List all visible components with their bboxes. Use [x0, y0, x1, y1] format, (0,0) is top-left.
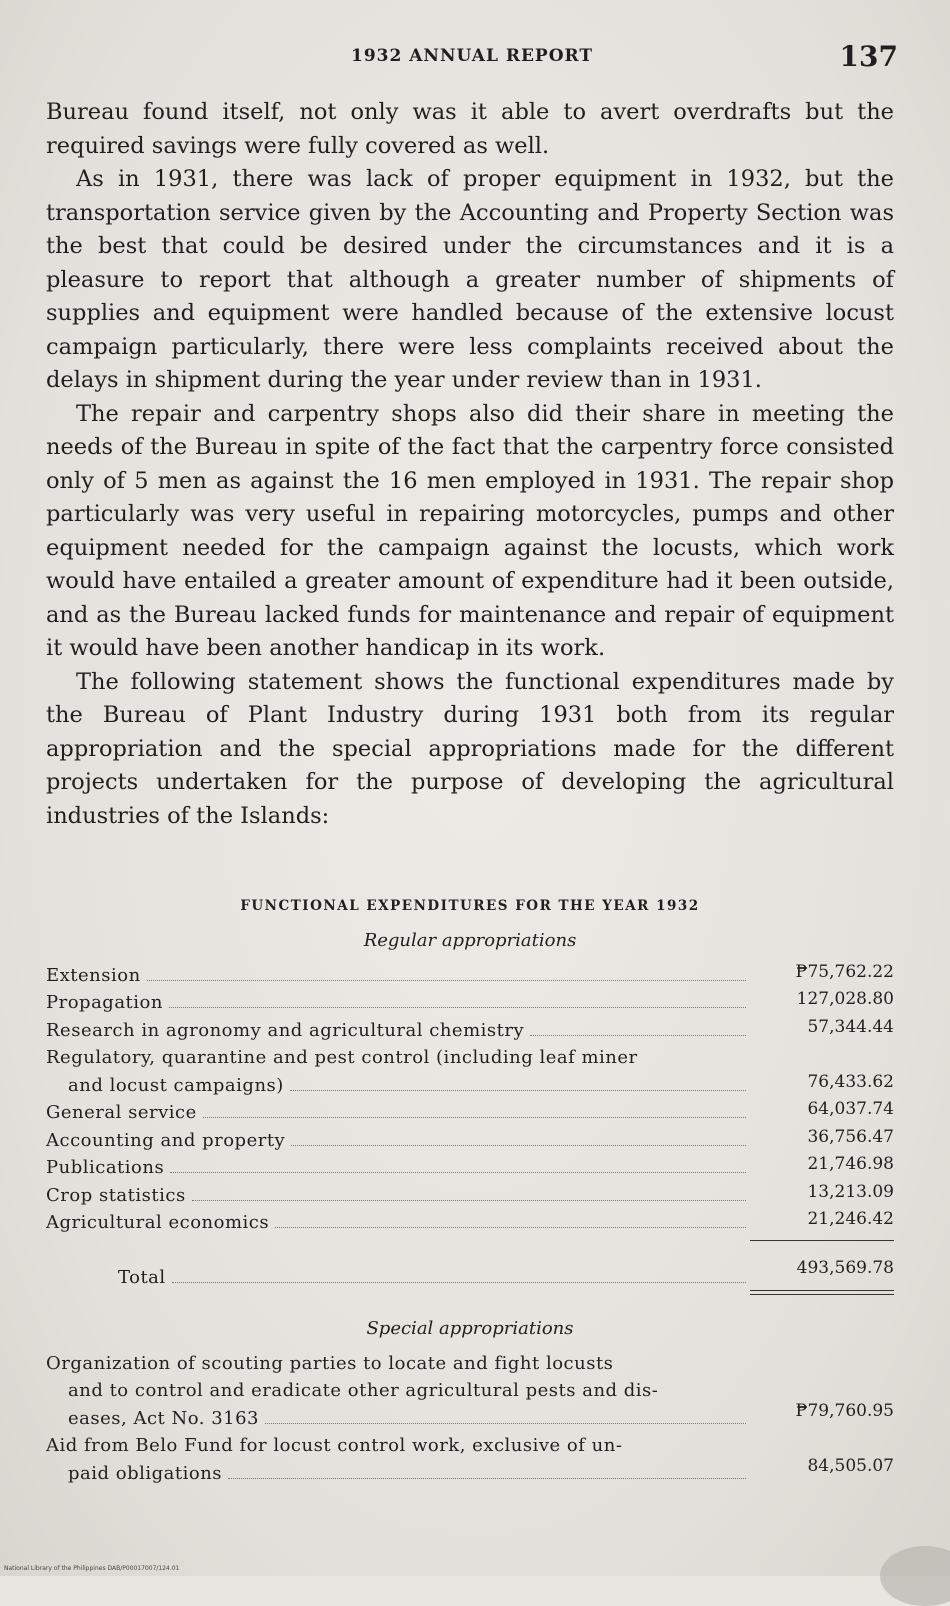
dot-leader — [192, 1200, 746, 1201]
table-title: FUNCTIONAL EXPENDITURES FOR THE YEAR 1932 — [240, 898, 700, 914]
total-label: Total — [118, 1267, 166, 1288]
row-label: General service — [46, 1102, 197, 1123]
table-row — [46, 1346, 894, 1374]
paragraph: Bureau found itself, not only was it able to avert overdrafts but the required savings were fully covered as well. — [46, 99, 894, 159]
dot-leader — [290, 1090, 746, 1091]
dot-leader — [265, 1423, 746, 1424]
row-label: Organization of scouting parties to locate and fight locusts — [46, 1352, 614, 1374]
row-label: eases, Act No. 3163 — [68, 1407, 260, 1429]
dot-leader — [228, 1478, 746, 1479]
dot-leader — [203, 1117, 746, 1118]
regular-appropriations-table — [46, 958, 894, 1233]
total-row — [46, 1258, 894, 1288]
row-amount: 13,213.09 — [807, 1181, 894, 1202]
row-label: and locust campaigns) — [68, 1074, 284, 1096]
dot-leader — [172, 1282, 746, 1283]
row-amount: 76,433.62 — [807, 1071, 894, 1092]
running-title: 1932 ANNUAL REPORT — [350, 46, 594, 66]
row-label: Accounting and property — [46, 1129, 286, 1151]
table-row — [46, 1151, 894, 1179]
row-label: Regulatory, quarantine and pest control (including leaf miner — [46, 1047, 638, 1068]
row-amount: 36,756.47 — [807, 1126, 894, 1147]
row-amount: 21,746.98 — [807, 1154, 894, 1174]
table-row — [46, 1374, 894, 1402]
total-double-rule — [750, 1290, 894, 1295]
dot-leader — [291, 1145, 746, 1146]
table-row — [46, 1456, 894, 1484]
table-row — [46, 1041, 894, 1069]
row-amount: 64,037.74 — [807, 1099, 894, 1119]
scan-thumb-shadow — [880, 1546, 950, 1606]
paragraph: As in 1931, there was lack of proper equipment in 1932, but the transportation service given by the Accounting and Property Section was the best that could be desired under the circumstances and it is a pleasure to report that although a greater number of shipments of supplies and equipment were handled because of the extensive locust campaign particularly, there were less complaints received about the delays in shipment during the year under review than in 1931. — [46, 166, 894, 393]
row-label: Extension — [46, 964, 141, 986]
special-appropriations-table — [46, 1346, 894, 1484]
table-row — [46, 1096, 894, 1124]
table-row — [46, 1206, 894, 1234]
paragraph: The repair and carpentry shops also did their share in meeting the needs of the Bureau in spite of the fact that the carpentry force consisted only of 5 men as against the 16 men employed in 1931. The repair shop particularly was very useful in repairing motorcycles, pumps and other equipment needed for the campaign against the locusts, which work would have entailed a greater amount of expenditure had it been outside, and as the Bureau lacked funds for maintenance and repair of equipment it would have been another handicap in its work. — [46, 400, 894, 661]
body-text — [46, 96, 894, 833]
row-label: Publications — [46, 1157, 165, 1178]
row-amount: 84,505.07 — [807, 1455, 894, 1476]
dot-leader — [170, 1172, 746, 1173]
row-label: Agricultural economics — [46, 1212, 270, 1233]
table-row — [46, 1068, 894, 1096]
special-appropriations-heading: Special appropriations — [366, 1318, 574, 1339]
subtotal-rule — [750, 1240, 894, 1241]
paragraph: The following statement shows the functional expenditures made by the Bureau of Plant Industry during 1931 both from its regular appropriation and the special appropriations made for the different projects undertaken for the purpose of developing the agricultural industries of the Islands: — [46, 668, 894, 829]
total-amount: 493,569.78 — [796, 1258, 894, 1278]
table-row — [46, 1401, 894, 1429]
table-row — [46, 1178, 894, 1206]
row-amount: ₱79,760.95 — [795, 1400, 894, 1421]
scan-credit: National Library of the Philippines DAB/P00017007/124.01 — [4, 1565, 180, 1572]
row-amount: ₱75,762.22 — [795, 961, 894, 982]
row-label: Crop statistics — [46, 1184, 186, 1206]
row-amount: 57,344.44 — [807, 1016, 894, 1037]
table-row — [46, 986, 894, 1014]
dot-leader — [169, 1007, 746, 1008]
table-row — [46, 1123, 894, 1151]
dot-leader — [147, 980, 746, 981]
row-label: paid obligations — [68, 1462, 223, 1484]
table-row — [46, 1429, 894, 1457]
total-row-block — [46, 1258, 894, 1288]
row-amount: 127,028.80 — [796, 989, 894, 1009]
row-label: Research in agronomy and agricultural chemistry — [46, 1019, 525, 1041]
row-label: Aid from Belo Fund for locust control work, exclusive of un- — [46, 1435, 623, 1456]
dot-leader — [530, 1035, 746, 1036]
regular-appropriations-heading: Regular appropriations — [363, 930, 577, 951]
row-label: and to control and eradicate other agricultural pests and dis- — [68, 1380, 659, 1401]
row-label: Propagation — [46, 992, 163, 1013]
page-number: 137 — [839, 40, 898, 73]
row-amount: 21,246.42 — [807, 1209, 894, 1229]
dot-leader — [275, 1227, 746, 1228]
table-row — [46, 1013, 894, 1041]
page-header — [46, 40, 898, 80]
table-row — [46, 958, 894, 986]
